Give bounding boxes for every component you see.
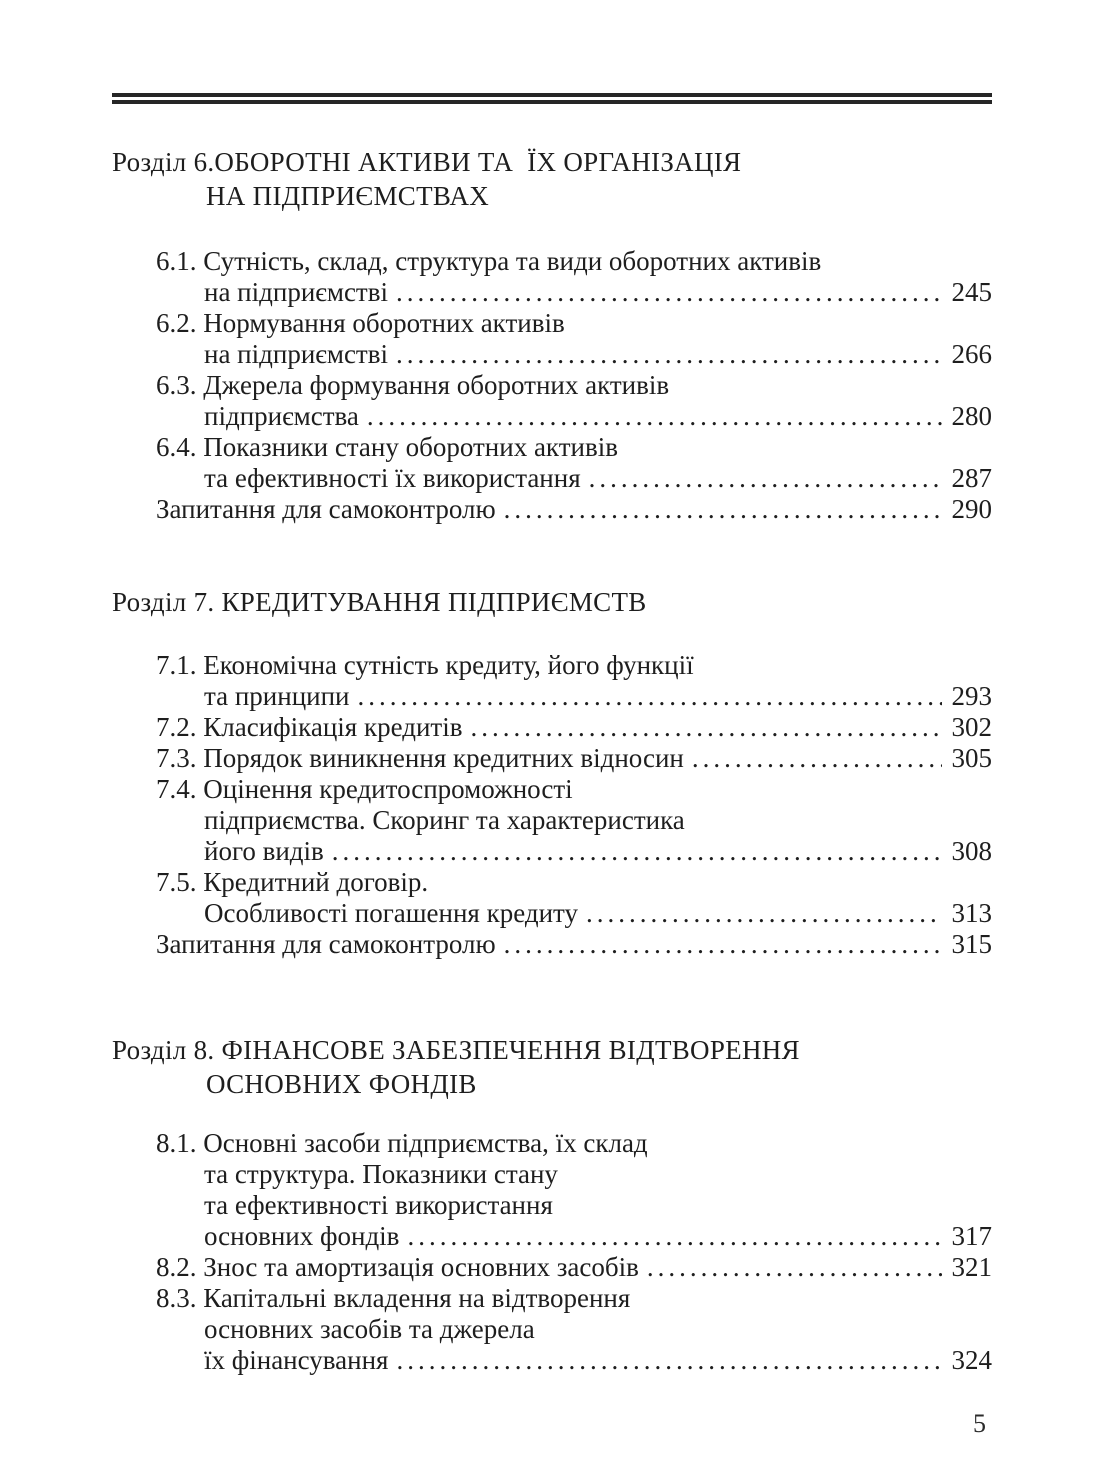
- toc-entry-page: 280: [951, 401, 992, 431]
- toc-entry-page: 317: [951, 1221, 992, 1251]
- section-6-heading: [112, 145, 992, 213]
- dot-leader: [589, 463, 942, 494]
- section-heading-line: Розділ 7. КРЕДИТУВАННЯ ПІДПРИЄМСТВ: [112, 587, 647, 617]
- toc-entry-text: 8.2. Знос та амортизація основних засобів: [156, 1252, 639, 1282]
- toc-entry-page: 321: [951, 1252, 992, 1282]
- toc-entry-text: Особливості погашення кредиту: [204, 898, 578, 928]
- section-heading-line: Розділ 8. ФІНАНСОВЕ ЗАБЕЗПЕЧЕННЯ ВІДТВОРЕННЯ: [112, 1035, 800, 1065]
- dot-leader: [504, 494, 942, 525]
- dot-leader: [332, 836, 942, 867]
- section-heading-line: Розділ 6.ОБОРОТНІ АКТИВИ ТА ЇХ ОРГАНІЗАЦІЯ: [112, 147, 742, 177]
- dot-leader: [396, 1345, 941, 1376]
- toc-entry-text: основних фондів: [204, 1221, 400, 1251]
- toc-entry-text: їх фінансування: [204, 1345, 389, 1375]
- toc-entry-page: 313: [951, 898, 992, 928]
- toc-entry-text: на підприємстві: [204, 339, 388, 369]
- toc-line: [112, 681, 992, 712]
- toc-line: [112, 650, 992, 681]
- toc-line: [112, 1221, 992, 1252]
- toc-entry-text: та структура. Показники стану: [204, 1159, 558, 1189]
- toc-entry-text: 7.5. Кредитний договір.: [156, 867, 429, 897]
- section-heading-line: НА ПІДПРИЄМСТВАХ: [206, 181, 490, 211]
- toc-line: [112, 774, 992, 805]
- toc-entry-text: 6.1. Сутність, склад, структура та види оборотних активів: [156, 246, 822, 276]
- toc-entry-text: 7.4. Оцінення кредитоспроможності: [156, 774, 573, 804]
- toc-entry-page: 287: [951, 463, 992, 493]
- toc-line: [112, 712, 992, 743]
- toc-entry-page: 302: [951, 712, 992, 742]
- toc-entry-text: його видів: [204, 836, 324, 866]
- section-heading-line: ОСНОВНИХ ФОНДІВ: [206, 1069, 477, 1099]
- dot-leader: [396, 277, 942, 308]
- toc-line: [112, 277, 992, 308]
- toc-entry-text: підприємства: [204, 401, 359, 431]
- toc-line: [112, 339, 992, 370]
- toc-line: [112, 743, 992, 774]
- toc-line: [112, 1190, 992, 1221]
- toc-entry-page: 290: [951, 494, 992, 524]
- dot-leader: [647, 1252, 942, 1283]
- toc-entry-page: 315: [951, 929, 992, 959]
- dot-leader: [396, 339, 942, 370]
- toc-entry-text: 6.4. Показники стану оборотних активів: [156, 432, 618, 462]
- double-rule: [112, 93, 992, 104]
- toc-line: [112, 1252, 992, 1283]
- section-8-heading: [112, 1033, 992, 1101]
- toc-entry-text: 7.3. Порядок виникнення кредитних відносин: [156, 743, 684, 773]
- section-7-entries: [112, 650, 992, 960]
- toc-line: [112, 805, 992, 836]
- section-7-heading: [112, 585, 992, 619]
- toc-entry-text: підприємства. Скоринг та характеристика: [204, 805, 685, 835]
- toc-line: [112, 929, 992, 960]
- toc-line: [112, 1283, 992, 1314]
- toc-line: [112, 246, 992, 277]
- toc-entry-text: та принципи: [204, 681, 350, 711]
- toc-line: [112, 1314, 992, 1345]
- toc-entry-page: 293: [951, 681, 992, 711]
- toc-line: [112, 1128, 992, 1159]
- toc-line: [112, 867, 992, 898]
- toc-entry-text: Запитання для самоконтролю: [156, 494, 496, 524]
- toc-entry-text: та ефективності використання: [204, 1190, 553, 1220]
- toc-line: [112, 1159, 992, 1190]
- toc-line: [112, 370, 992, 401]
- toc-line: [112, 898, 992, 929]
- toc-entry-text: на підприємстві: [204, 277, 388, 307]
- toc-line: [112, 401, 992, 432]
- toc-entry-text: 6.3. Джерела формування оборотних активів: [156, 370, 670, 400]
- rule-bar-bottom: [112, 100, 992, 104]
- folio-page-number: 5: [973, 1409, 986, 1438]
- toc-entry-page: 324: [951, 1345, 992, 1375]
- toc-entry-text: та ефективності їх використання: [204, 463, 581, 493]
- dot-leader: [504, 929, 942, 960]
- toc-entry-text: 7.1. Економічна сутність кредиту, його функції: [156, 650, 694, 680]
- toc-entry-text: 8.1. Основні засоби підприємства, їх склад: [156, 1128, 648, 1158]
- dot-leader: [358, 681, 942, 712]
- toc-line: [112, 494, 992, 525]
- dot-leader: [586, 898, 942, 929]
- toc-line: [112, 836, 992, 867]
- toc-entry-text: основних засобів та джерела: [204, 1314, 535, 1344]
- dot-leader: [470, 712, 941, 743]
- toc-entry-page: 308: [951, 836, 992, 866]
- toc-entry-text: 7.2. Класифікація кредитів: [156, 712, 463, 742]
- toc-entry-text: 8.3. Капітальні вкладення на відтворення: [156, 1283, 631, 1313]
- toc-line: [112, 308, 992, 339]
- section-6-entries: [112, 246, 992, 525]
- toc-entry-page: 245: [951, 277, 992, 307]
- dot-leader: [407, 1221, 941, 1252]
- toc-line: [112, 432, 992, 463]
- toc-entry-text: 6.2. Нормування оборотних активів: [156, 308, 565, 338]
- section-8-entries: [112, 1128, 992, 1376]
- toc-entry-page: 266: [951, 339, 992, 369]
- dot-leader: [367, 401, 942, 432]
- toc-entry-page: 305: [951, 743, 992, 773]
- toc-line: [112, 463, 992, 494]
- toc-line: [112, 1345, 992, 1376]
- dot-leader: [692, 743, 942, 774]
- toc-entry-text: Запитання для самоконтролю: [156, 929, 496, 959]
